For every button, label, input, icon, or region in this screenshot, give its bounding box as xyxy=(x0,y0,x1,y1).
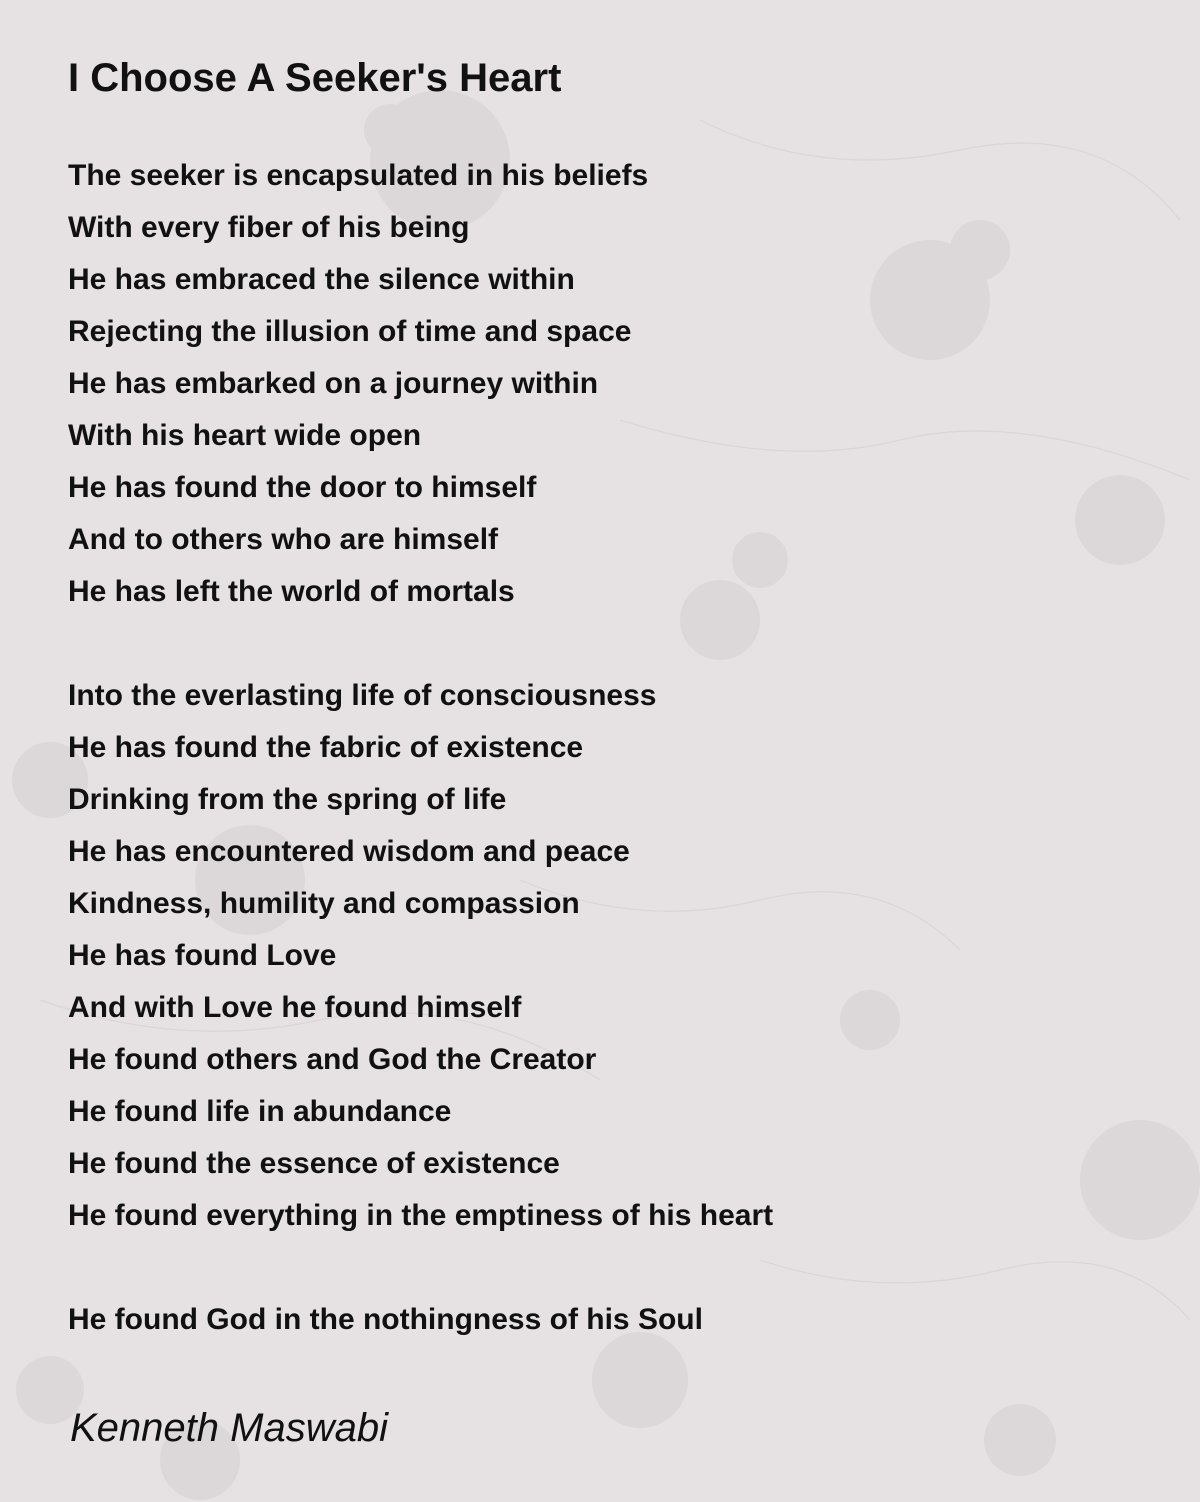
poem-line: Drinking from the spring of life xyxy=(68,783,507,816)
poem-line: He found others and God the Creator xyxy=(68,1043,597,1076)
poem-author: Kenneth Maswabi xyxy=(70,1406,388,1450)
poem-line: He has found the door to himself xyxy=(68,471,537,504)
poem-line: He has embarked on a journey within xyxy=(68,367,599,400)
poem-line: And with Love he found himself xyxy=(68,991,522,1024)
poem-line: He found God in the nothingness of his Soul xyxy=(68,1303,703,1336)
poem-line: And to others who are himself xyxy=(68,523,499,556)
poem-line: He has left the world of mortals xyxy=(68,575,515,608)
poem-line: He found life in abundance xyxy=(68,1095,452,1128)
poem-line: He has encountered wisdom and peace xyxy=(68,835,630,868)
poem-body xyxy=(68,150,1168,1346)
stanza-2 xyxy=(68,670,1168,1242)
poem-line: Into the everlasting life of consciousness xyxy=(68,679,657,712)
poem-line: He has found Love xyxy=(68,939,337,972)
poem-line: With his heart wide open xyxy=(68,419,422,452)
stanza-break xyxy=(68,1242,1168,1294)
poem-line: He found everything in the emptiness of his heart xyxy=(68,1199,774,1232)
poem-line: He has found the fabric of existence xyxy=(68,731,584,764)
stanza-3 xyxy=(68,1294,1168,1346)
poem-line: He has embraced the silence within xyxy=(68,263,575,296)
poem-line: Kindness, humility and compassion xyxy=(68,887,580,920)
poem-line: He found the essence of existence xyxy=(68,1147,560,1180)
poem-line: With every fiber of his being xyxy=(68,211,470,244)
stanza-1 xyxy=(68,150,1168,618)
poem-line: The seeker is encapsulated in his beliefs xyxy=(68,159,649,192)
stanza-break xyxy=(68,618,1168,670)
poem-line: Rejecting the illusion of time and space xyxy=(68,315,632,348)
poem-title: I Choose A Seeker's Heart xyxy=(68,56,562,100)
